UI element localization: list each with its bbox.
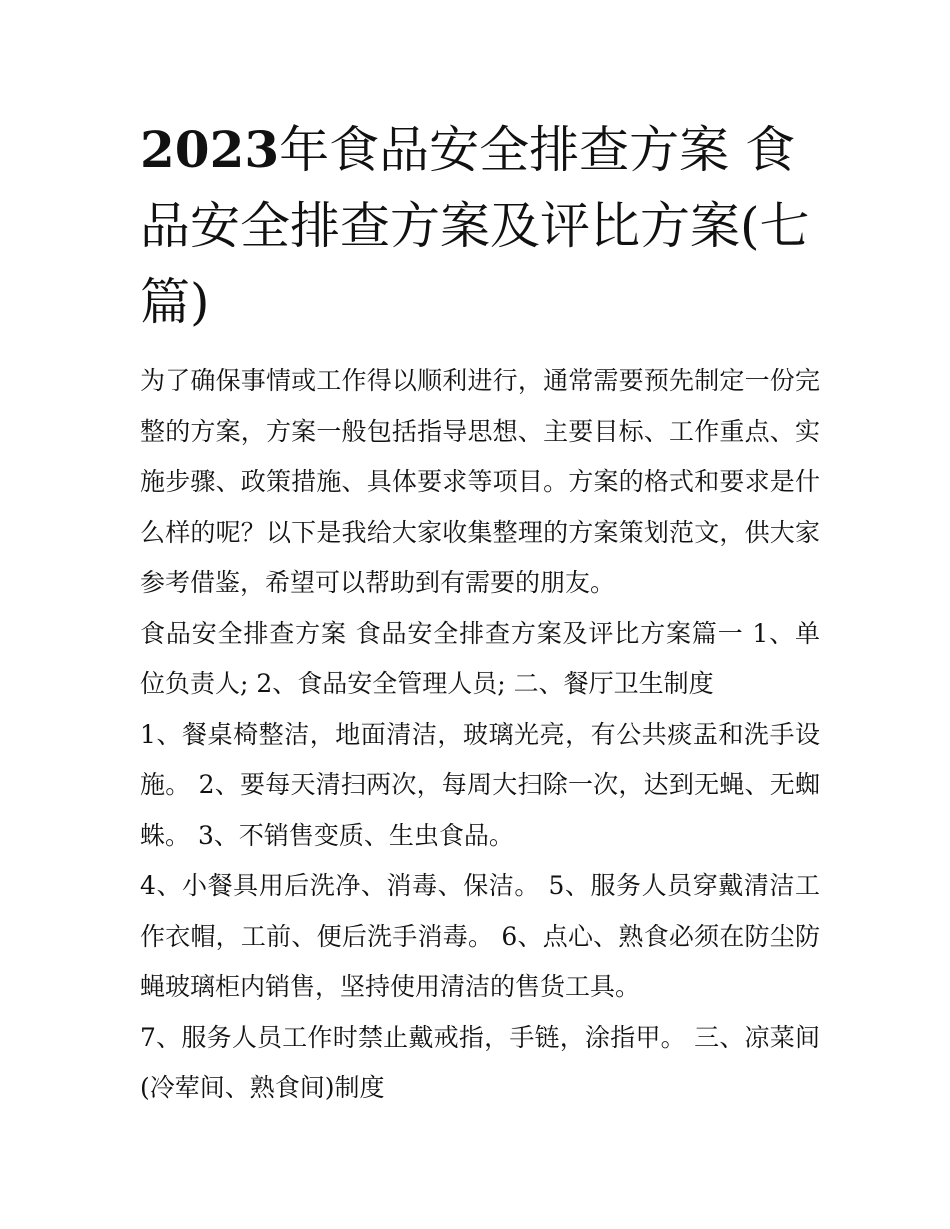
paragraph-intro: 为了确保事情或工作得以顺利进行，通常需要预先制定一份完整的方案，方案一般包括指导思想、主要目标、工作重点、实施步骤、政策措施、具体要求等项目。方案的格式和要求是什么样的呢？以下是我给大家收集整理的方案策划范文，供大家参考借鉴，希望可以帮助到有需要的朋友。 xyxy=(140,366,820,597)
paragraph-plan-one: 食品安全排查方案 食品安全排查方案及评比方案篇一 1、单位负责人; 2、食品安全管理人员; 二、餐厅卫生制度 xyxy=(140,618,820,698)
paragraph-rules-1-3: 1、餐桌椅整洁，地面清洁，玻璃光亮，有公共痰盂和洗手设施。 2、要每天清扫两次，每周大扫除一次，达到无蝇、无蜘蛛。 3、不销售变质、生虫食品。 xyxy=(140,719,820,850)
document-title xyxy=(140,112,820,340)
paragraph-rule-7: 7、服务人员工作时禁止戴戒指，手链，涂指甲。 三、凉菜间(冷荤间、熟食间)制度 xyxy=(140,1022,820,1102)
paragraph-rules-4-6: 4、小餐具用后洗净、消毒、保洁。 5、服务人员穿戴清洁工作衣帽，工前、便后洗手消毒。 6、点心、熟食必须在防尘防蝇玻璃柜内销售，坚持使用清洁的售货工具。 xyxy=(140,871,820,1001)
document-body xyxy=(140,356,820,1114)
title-text: 年食品安全排查方案 食品安全排查方案及评比方案(七篇) xyxy=(140,121,810,331)
title-year: 2023 xyxy=(140,120,280,179)
